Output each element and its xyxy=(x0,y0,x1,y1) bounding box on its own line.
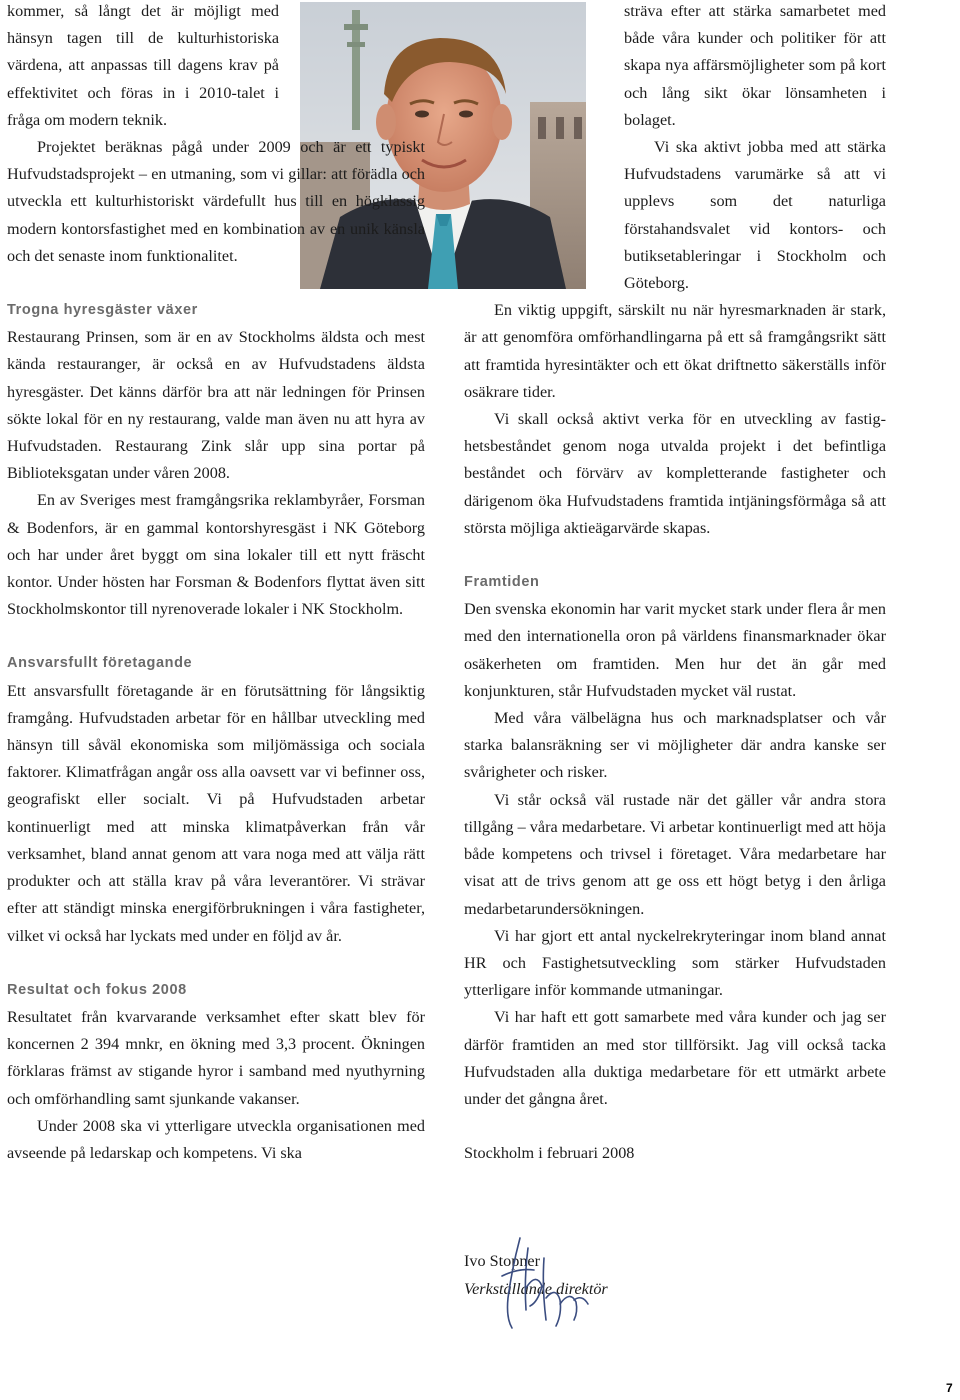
project-paragraph-text: Projektet beräknas pågå under 2009 och är ett typiskt Hufvudstadsprojekt – en utmaning, som vi gillar: att förädla och utveckla ett kulturhistoriskt värdefullt hus till en högklassig modern kontorsfastighet med en kombination av en unik känsla och det senaste inom funktionalitet. xyxy=(7,138,425,265)
future-paragraph-4: Vi har gjort ett antal nyckelrekryteringar inom bland annat HR och Fastighetsutveckling som stärker Hufvudstaden ytterligare inför kommande utmaningar. xyxy=(464,926,886,1000)
right-column xyxy=(464,0,886,1303)
future-paragraph-1: Den svenska ekonomin har varit mycket stark under flera år men med den internationella oron på världens finansmarknader ökar osäkerheten om framtiden. Men hur det än går med konjunkturen, står Hufvudstaden mycket väl rustat. xyxy=(464,600,886,700)
right-paragraph-renegotiation xyxy=(464,297,886,406)
right-paragraph-portfolio: Vi skall också aktivt verka för en utveckling av fastighetsbeståndet genom noga utvalda projekt i det befintliga beståndet och förvärv av kompletterande fastigheter och därigenom öka Hufvudstadens framtida intjäningsförmåga så att största möjliga aktieägarvärde skapas. xyxy=(464,410,886,537)
section-heading-tenants: Trogna hyresgäster växer xyxy=(7,302,198,319)
page-number: 7 xyxy=(946,1381,953,1395)
right-intro-paragraph-1: sträva efter att stärka samarbetet med både våra kunder och politiker för att skapa nya affärsmöjligheter som på kort och lång sikt ökar lönsamheten i bolaget. xyxy=(624,2,886,129)
intro-paragraph: kommer, så långt det är möjligt med hänsyn tagen till de kulturhistoriska värdena, att anpassas till dagens krav på effektivitet och föras in i 2010-talet i fråga om modern teknik. xyxy=(7,2,279,129)
renegotiation-text: En viktig uppgift, särskilt nu när hyresmarknaden är stark, är att genomföra omförhandlingarna på ett så framgångsrikt sätt att framtida hyresintäkter och ett ökat driftnetto säkerställs inför osäkrare tider. xyxy=(464,301,886,401)
handwritten-signature xyxy=(490,1228,600,1336)
tenants-paragraph-2: En av Sveriges mest framgångsrika reklambyråer, Forsman & Bodenfors, är en gammal kontorshyresgäst i NK Göteborg och har under året byggt om sina lokaler till ett nytt fräscht kontor. Under hösten har Forsman & Bodenfors flyttat även sitt Stockholmskontor till nyrenoverade lokaler i NK Stockholm. xyxy=(7,491,425,619)
future-paragraph-3: Vi står också väl rustade när det gäller vår andra stora tillgång – våra medarbetare. Vi arbetar kontinuerligt med att höja både kompetens och trivsel i företaget. Våra medarbetare har visat att de trivs genom att ge oss ett högt betyg i den årliga medarbetarundersökningen. xyxy=(464,790,886,918)
future-paragraph-2: Med våra välbelägna hus och marknadsplatser och vår starka balansräkning ser vi möjligheter där andra kanske ser svårigheter och risker. xyxy=(464,709,886,782)
signatory-name: Ivo Stopner xyxy=(464,1252,540,1271)
section-heading-responsibility: Ansvarsfullt företagande xyxy=(7,655,193,672)
right-intro-paragraph-2: Vi ska aktivt jobba med att stärka Hufvudstadens varumärke så att vi upplevs som det naturliga förstahandsvalet vid kontors- och butiksetableringar i Stockholm och Göteborg. xyxy=(624,138,886,293)
signatory-title: Verkställande direktör xyxy=(464,1279,608,1298)
right-intro-block xyxy=(624,0,886,297)
section-heading-future: Framtiden xyxy=(464,574,540,591)
tenants-paragraph-1: Restaurang Prinsen, som är en av Stockholms äldsta och mest kända restauranger, är också en av Hufvudstadens äldsta hyresgäster. Det känns därför bra att när ledningen för Prinsen sökte lokal för en ny restaurang, valde man även nu att hyra av Hufvudstaden. Restaurang Zink slår upp sina portar på Biblioteksgatan under våren 2008. xyxy=(7,328,425,483)
left-column xyxy=(7,0,425,1167)
results-paragraph-2: Under 2008 ska vi ytterligare utveckla organisationen med avseende på ledarskap och kompetens. Vi ska xyxy=(7,1116,425,1162)
section-heading-results: Resultat och fokus 2008 xyxy=(7,981,187,998)
results-paragraph-1: Resultatet från kvarvarande verksamhet efter skatt blev för koncernen 2 394 mnkr, en ökning med 3,3 procent. Ökningen förklaras främst av stigande hyror i samband med nyuthyrning och omförhandling samt sjunkande vakanser. xyxy=(7,1007,425,1108)
future-paragraph-5: Vi har haft ett gott samarbete med våra kunder och jag ser därför framtiden an med stor tillförsikt. Jag vill också tacka Hufvudstaden alla duktiga medarbetare för ett utmärkt arbete under det gångna året. xyxy=(464,1008,886,1108)
responsibility-paragraph: Ett ansvarsfullt företagande är en förutsättning för långsiktig framgång. Hufvudstaden arbetar för en hållbar utveckling med hänsyn till såväl ekonomiska som miljömässiga och sociala faktorer. Klimatfrågan angår oss alla oavsett var vi befinner oss, geografiskt eller socialt. Vi på Hufvudstaden arbetar kontinuerligt med att minska klimatpåverkan från vår verksamhet, bland annat genom att vara noga med att välja rätt produkter och att ställa krav på våra leverantörer. Vi strävar efter att ständigt minska energiförbrukningen i våra fastigheter, vilket vi också har lyckats med under en följd av år. xyxy=(7,681,425,945)
project-paragraph xyxy=(7,134,425,270)
closing-place-date: Stockholm i februari 2008 xyxy=(464,1144,635,1163)
